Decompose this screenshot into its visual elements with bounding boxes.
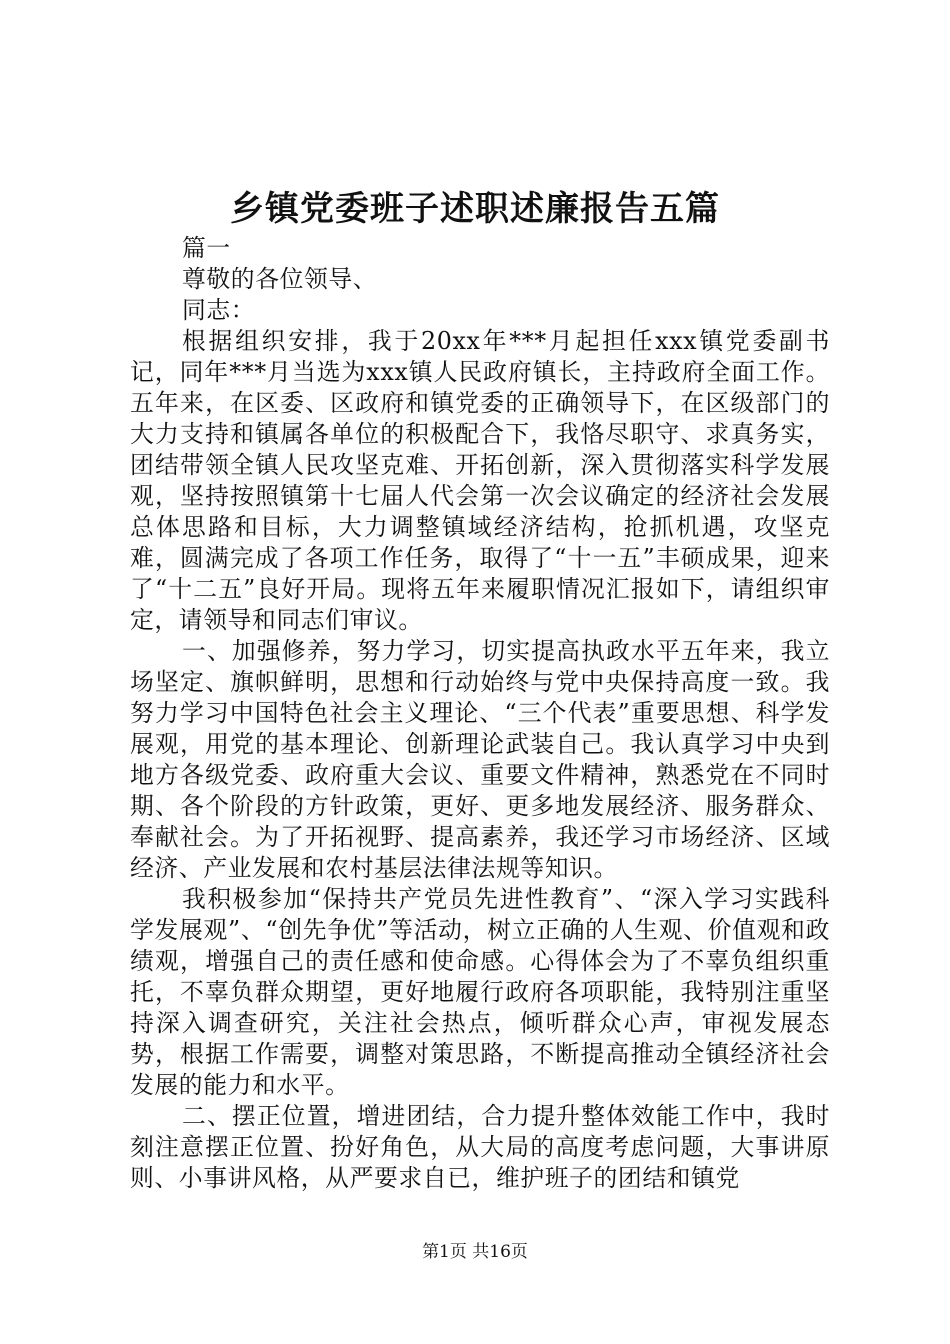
document-title: 乡镇党委班子述职述廉报告五篇 [230,189,720,229]
salutation-line: 同志： [182,296,256,324]
body-paragraph: 一、加强修养，努力学习，切实提高执政水平五年来，我立场坚定、旗帜鲜明，思想和行动始终与党中央保持高度一致。我努力学习中国特色社会主义理论、“三个代表”重要思想、科学发展观，用党的基本理论、创新理论武装自己。我认真学习中央到地方各级党委、政府重大会议、重要文件精神，熟悉党在不同时期、各个阶段的方针政策，更好、更多地发展经济、服务群众、奉献社会。为了开拓视野、提高素养，我还学习市场经济、区域经济、产业发展和农村基层法律法规等知识。 [130,637,830,882]
document-body [130,233,830,1194]
page-number: 第1页 共16页 [422,1242,528,1262]
salutation-line: 尊敬的各位领导、 [182,265,378,293]
body-paragraph: 二、摆正位置，增进团结，合力提升整体效能工作中，我时刻注意摆正位置、扮好角色，从大局的高度考虑问题，大事讲原则、小事讲风格，从严要求自已，维护班子的团结和镇党 [130,1102,830,1192]
body-paragraph: 根据组织安排，我于20xx年***月起担任xxx镇党委副书记，同年***月当选为xxx镇人民政府镇长，主持政府全面工作。五年来，在区委、区政府和镇党委的正确领导下，在区级部门的大力支持和镇属各单位的积极配合下，我恪尽职守、求真务实，团结带领全镇人民攻坚克难、开拓创新，深入贯彻落实科学发展观，坚持按照镇第十七届人代会第一次会议确定的经济社会发展总体思路和目标，大力调整镇域经济结构，抢抓机遇，攻坚克难，圆满完成了各项工作任务，取得了“十一五”丰硕成果，迎来了“十二五”良好开局。现将五年来履职情况汇报如下，请组织审定，请领导和同志们审议。 [130,327,830,634]
section-heading: 篇一 [182,234,231,262]
body-paragraph: 我积极参加“保持共产党员先进性教育”、“深入学习实践科学发展观”、“创先争优”等活动，树立正确的人生观、价值观和政绩观，增强自己的责任感和使命感。心得体会为了不辜负组织重托，不辜负群众期望，更好地履行政府各项职能，我特别注重坚持深入调查研究，关注社会热点，倾听群众心声，审视发展态势，根据工作需要，调整对策思路，不断提高推动全镇经济社会发展的能力和水平。 [130,885,830,1099]
